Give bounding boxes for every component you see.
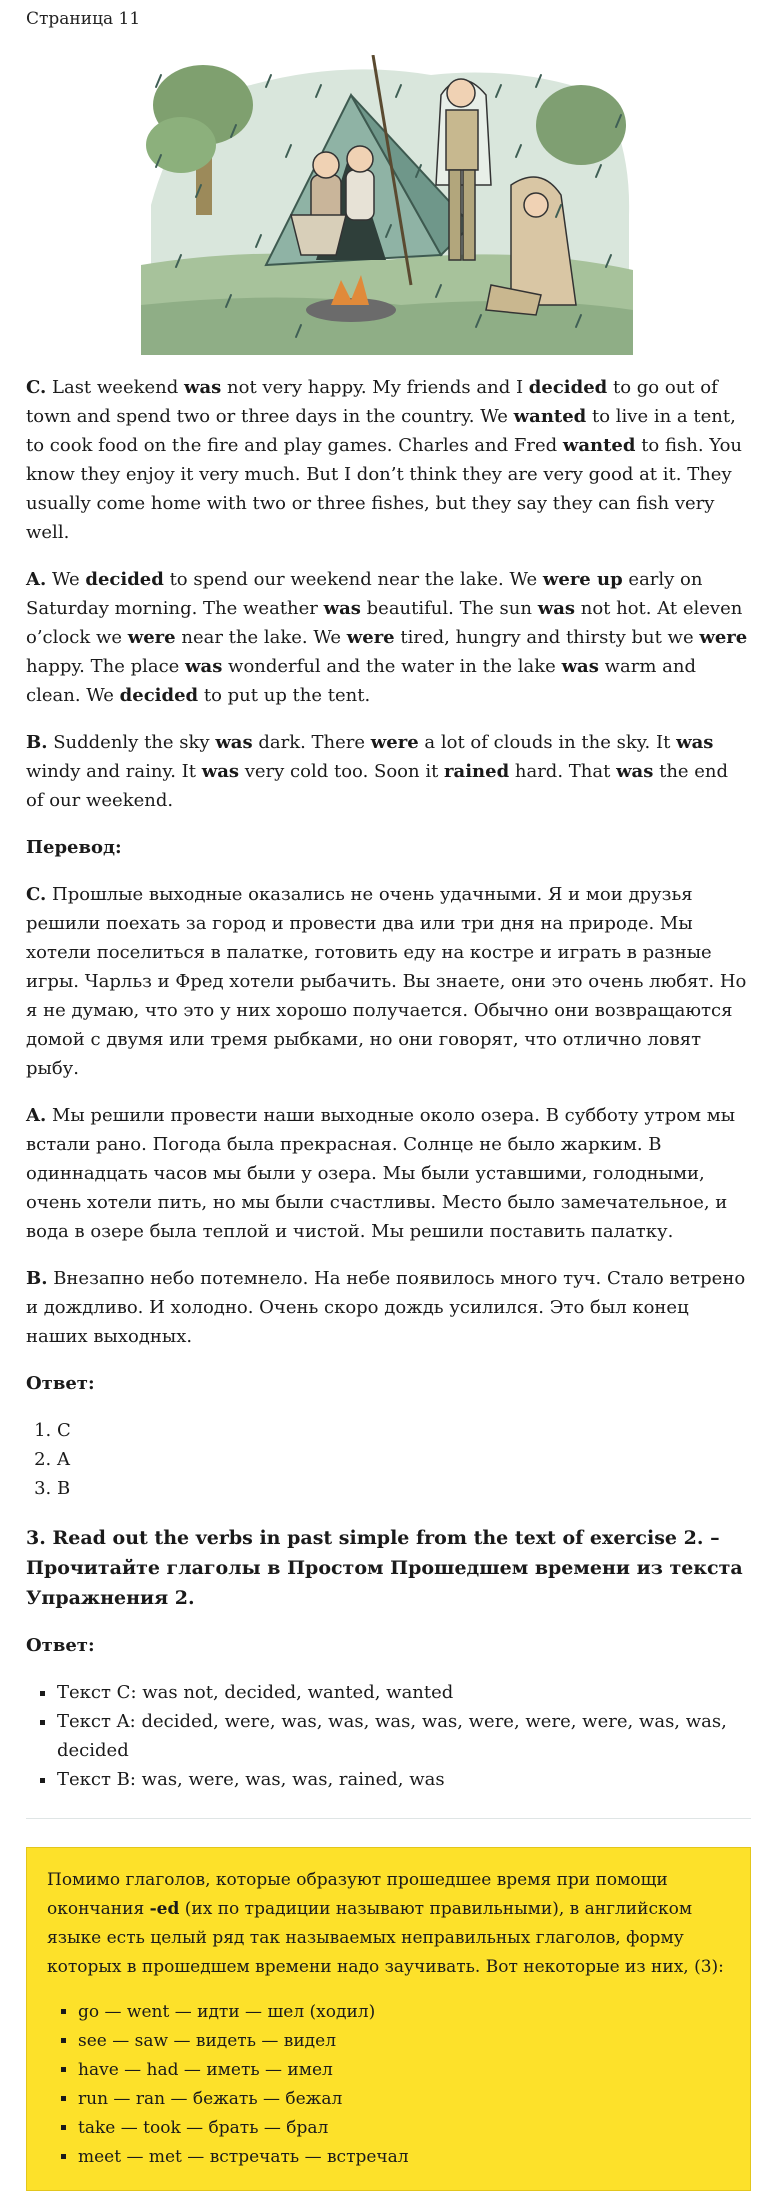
translation-b-letter: B.: [26, 1268, 48, 1289]
text-c-letter: C.: [26, 377, 47, 398]
text-a-letter: A.: [26, 569, 47, 590]
answer-heading-1: Ответ:: [26, 1373, 95, 1394]
text-b-verb: were: [370, 732, 419, 753]
text-b-verb: was: [215, 732, 253, 753]
translation-c-paragraph: [26, 880, 751, 1083]
text-b-part: windy and rainy. It: [26, 761, 202, 782]
text-a-verb: were: [346, 627, 395, 648]
text-b-verb: was: [201, 761, 240, 782]
text-a-part: not hot. At eleven o’clock we: [26, 598, 743, 648]
text-a-part: wonderful and the water in the lake: [222, 656, 562, 677]
note-intro: [47, 1866, 728, 1982]
list-item: ▪ run — ran — бежать — бежал: [78, 2085, 728, 2114]
text-b-letter: B.: [26, 732, 48, 753]
text-b-part: the end of our weekend.: [26, 761, 729, 811]
irregular-verbs-note: [26, 1847, 751, 2191]
list-item: ▪ Текст C: was not, decided, wanted, wanted: [57, 1678, 751, 1707]
text-c-part: to fish. You know they enjoy it very much. But I don’t think they are very good at it. They usually come home with two or three fishes, but they say they can fish very well.: [26, 435, 743, 543]
text-c-verb: decided: [528, 377, 608, 398]
text-a-part: tired, hungry and thirsty but we: [394, 627, 700, 648]
answer-heading-2: Ответ:: [26, 1635, 95, 1656]
text-a-part: early on Saturday morning. The weather: [26, 569, 703, 619]
translation-a-text: Мы решили провести наши выходные около озера. В субботу утром мы встали рано. Погода была прекрасная. Солнце не было жарким. В одиннадцать часов мы были у озера. Мы были уставшими, голодными, очень хотели пить, но мы были счастливы. Место было замечательное, и вода в озере была теплой и чистой. Мы решили поставить палатку.: [26, 1105, 736, 1242]
text-c-verb: was: [184, 377, 222, 398]
text-a-verb: was: [561, 656, 599, 677]
text-c-verb: wanted: [513, 406, 587, 427]
order-answers-list: [26, 1416, 751, 1503]
list-item: ▪ take — took — брать — брал: [78, 2114, 728, 2143]
text-a-verb: were up: [542, 569, 623, 590]
text-b-paragraph: [26, 728, 751, 815]
text-a-part: near the lake. We: [175, 627, 347, 648]
translation-a-letter: A.: [26, 1105, 47, 1126]
list-item: ▪ have — had — иметь — имел: [78, 2056, 728, 2085]
text-c-paragraph: [26, 373, 751, 547]
text-b-part: very cold too. Soon it: [239, 761, 445, 782]
exercise-3-heading: 3. Read out the verbs in past simple from the text of exercise 2. – Прочитайте глаголы в Простом Прошедшем времени из текста Упражнения 2.: [26, 1527, 743, 1609]
text-c-verb: wanted: [562, 435, 636, 456]
text-a-verb: was: [323, 598, 361, 619]
verb-answers-list: [26, 1678, 751, 1794]
translation-heading: Перевод:: [26, 837, 122, 858]
text-b-verb: was: [616, 761, 654, 782]
text-a-verb: decided: [85, 569, 164, 590]
camping-in-rain-illustration: [141, 55, 633, 355]
text-b-part: Suddenly the sky: [47, 732, 216, 753]
translation-b-paragraph: [26, 1264, 751, 1351]
text-a-part: beautiful. The sun: [360, 598, 538, 619]
text-b-part: a lot of clouds in the sky. It: [418, 732, 677, 753]
text-a-verb: was: [537, 598, 576, 619]
note-intro-text: (их по традиции называют правильными), в английском языке есть целый ряд так называемых неправильных глаголов, форму которых в прошедшем времени надо заучивать. Вот некоторые из них, (3):: [47, 1899, 724, 1977]
text-a-verb: were: [127, 627, 176, 648]
list-item: ▪ go — went — идти — шел (ходил): [78, 1998, 728, 2027]
list-item: ▪ meet — met — встречать — встречал: [78, 2143, 728, 2172]
text-b-verb: rained: [444, 761, 510, 782]
text-b-part: dark. There: [252, 732, 371, 753]
note-intro-text: Помимо глаголов, которые образуют прошедшее время при помощи окончания: [47, 1870, 668, 1919]
text-a-part: happy. The place: [26, 656, 186, 677]
list-item: ▪ see — saw — видеть — видел: [78, 2027, 728, 2056]
list-item: ▪ Текст A: decided, were, was, was, was, was, were, were, were, was, was, decided: [57, 1707, 751, 1765]
text-a-verb: decided: [119, 685, 199, 706]
list-item: 2. A: [57, 1445, 751, 1474]
divider: [26, 1818, 751, 1819]
text-b-verb: was: [676, 732, 714, 753]
translation-b-text: Внезапно небо потемнело. На небе появилось много туч. Стало ветрено и дождливо. И холодно. Очень скоро дождь усилился. Это был конец наших выходных.: [26, 1268, 746, 1347]
list-item: 1. C: [57, 1416, 751, 1445]
note-intro-suffix: -ed: [149, 1899, 180, 1919]
translation-c-text: Прошлые выходные оказались не очень удачными. Я и мои друзья решили поехать за город и провести два или три дня на природе. Мы хотели поселиться в палатке, готовить еду на костре и играть в разные игры. Чарльз и Фред хотели рыбачить. Вы знаете, они это очень любят. Но я не думаю, что это у них хорошо получается. Обычно они возвращаются домой с двумя или тремя рыбками, но они говорят, что отлично ловят рыбу.: [26, 884, 747, 1079]
text-a-verb: was: [185, 656, 223, 677]
list-item: ▪ Текст B: was, were, was, was, rained, was: [57, 1765, 751, 1794]
text-a-part: warm and clean. We: [26, 656, 696, 706]
text-c-part: not very happy. My friends and I: [221, 377, 529, 398]
text-c-part: Last weekend: [46, 377, 184, 398]
irregular-verbs-list: [47, 1998, 728, 2172]
main-content: [26, 373, 751, 2191]
list-item: 3. B: [57, 1474, 751, 1503]
translation-c-letter: C.: [26, 884, 47, 905]
text-a-part: to spend our weekend near the lake. We: [163, 569, 543, 590]
text-a-paragraph: [26, 565, 751, 710]
text-b-part: hard. That: [509, 761, 617, 782]
text-a-part: We: [46, 569, 86, 590]
text-a-part: to put up the tent.: [198, 685, 371, 706]
text-c-part: to go out of town and spend two or three days in the country. We: [26, 377, 718, 427]
text-c-part: to live in a tent, to cook food on the fire and play games. Charles and Fred: [26, 406, 736, 456]
translation-a-paragraph: [26, 1101, 751, 1246]
text-a-verb: were: [699, 627, 748, 648]
page-label: Страница 11: [26, 9, 141, 29]
